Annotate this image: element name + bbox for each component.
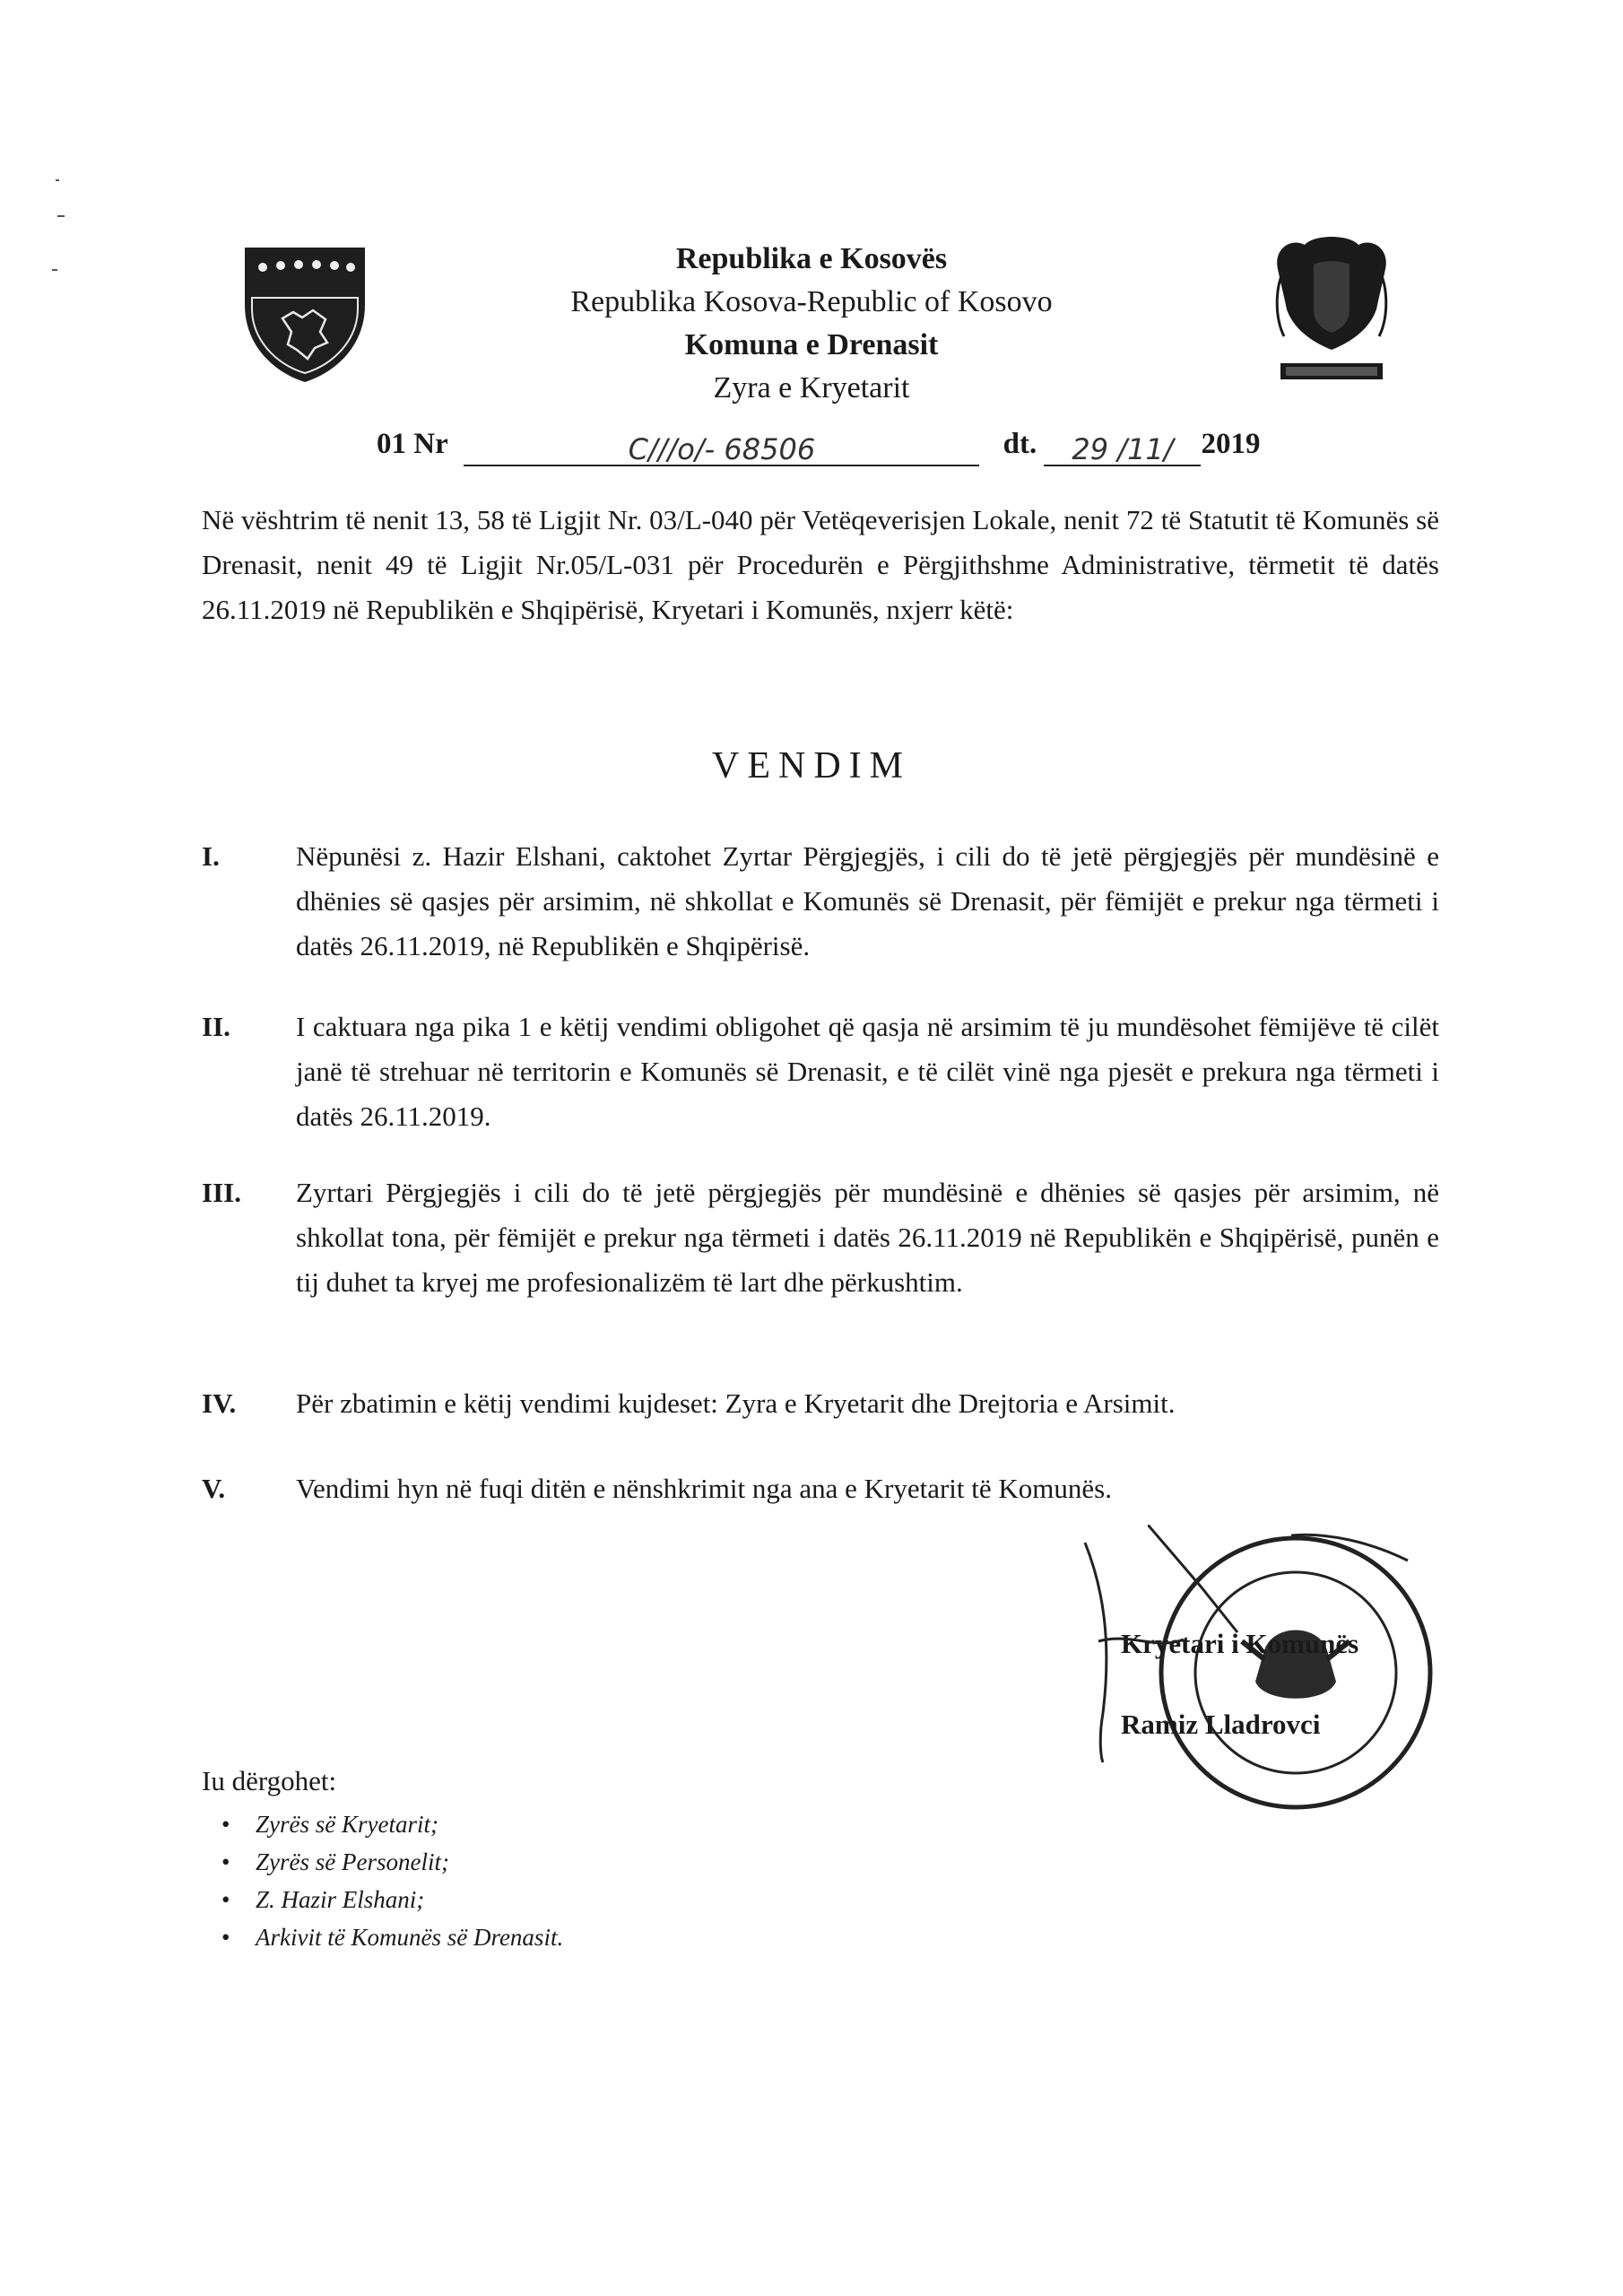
dt-label: dt.	[1002, 428, 1037, 460]
scan-speck	[56, 179, 59, 181]
signature-block	[1076, 1516, 1453, 1830]
item-number: I.	[202, 840, 220, 872]
item-number: II.	[202, 1011, 230, 1042]
header-country-multilingual: Republika Kosova-Republic of Kosovo	[570, 285, 1053, 318]
distribution-list	[202, 1762, 563, 1956]
dt-handwritten-value: 29 /11/	[1072, 432, 1174, 466]
header-country: Republika e Kosovës	[675, 242, 948, 275]
distribution-item: • Z. Hazir Elshani;	[256, 1881, 563, 1918]
nr-label: 01 Nr	[377, 428, 448, 460]
signature-title: Kryetari i Komunës	[1121, 1628, 1359, 1659]
preamble-paragraph: Në vështrim të nenit 13, 58 të Ligjit Nr. 03/L-040 për Vetëqeverisjen Lokale, nenit 72 të Statutit të Komunës së Drenasit, nenit 49 të Ligjit Nr.05/L-031 për Procedurën e Përgjithshme Administrative, tërmetit të datës 26.11.2019 në Republikën e Shqipërisë, Kryetari i Komunës, nxjerr këtë:	[202, 504, 1439, 625]
reference-line	[377, 422, 1260, 466]
scan-speck	[57, 215, 65, 217]
distribution-label: Iu dërgohet:	[202, 1765, 337, 1796]
handwritten-signature	[1076, 1534, 1255, 1767]
distribution-item: • Arkivit të Komunës së Drenasit.	[256, 1918, 563, 1956]
dt-year: 2019	[1201, 428, 1261, 460]
item-number: V.	[202, 1473, 226, 1504]
dt-field	[1044, 427, 1201, 466]
nr-field	[464, 427, 979, 466]
header-municipality: Komuna e Drenasit	[684, 328, 939, 361]
item-text: I caktuara nga pika 1 e këtij vendimi obligohet që qasja në arsimim të ju mundësohet fëmijëve të cilët janë të strehuar në territorin e Komunës së Drenasit, e të cilët vinë nga pjesët e prekura nga tërmeti i datës 26.11.2019.	[296, 1011, 1439, 1132]
item-text: Nëpunësi z. Hazir Elshani, caktohet Zyrtar Përgjegjës, i cili do të jetë përgjegjës për mundësinë e dhënies së qasjes për arsimim, në shkollat e Komunës së Drenasit, për fëmijët e prekur nga tërmeti i datës 26.11.2019, në Republikën e Shqipërisë.	[296, 840, 1439, 961]
item-number: III.	[202, 1177, 241, 1208]
item-text: Zyrtari Përgjegjës i cili do të jetë përgjegjës për mundësinë e dhënies së qasjes për arsimim, në shkollat tona, për fëmijët e prekur nga tërmeti i datës 26.11.2019 në Republikën e Shqipërisë, punën e tij duhet ta kryej me profesionalizëm të lart dhe përkushtim.	[296, 1177, 1439, 1298]
decision-title: VENDIM	[712, 745, 911, 787]
nr-handwritten-value: C///o/- 68506	[628, 432, 816, 466]
item-number: IV.	[202, 1387, 237, 1419]
signature-name: Ramiz Lladrovci	[1121, 1709, 1321, 1740]
distribution-item: • Zyrës së Kryetarit;	[256, 1805, 563, 1843]
header-office: Zyra e Kryetarit	[713, 371, 910, 404]
item-text: Vendimi hyn në fuqi ditën e nënshkrimit nga ana e Kryetarit të Komunës.	[296, 1473, 1112, 1504]
item-text: Për zbatimin e këtij vendimi kujdeset: Zyra e Kryetarit dhe Drejtoria e Arsimit.	[296, 1387, 1176, 1419]
distribution-item: • Zyrës së Personelit;	[256, 1843, 563, 1881]
